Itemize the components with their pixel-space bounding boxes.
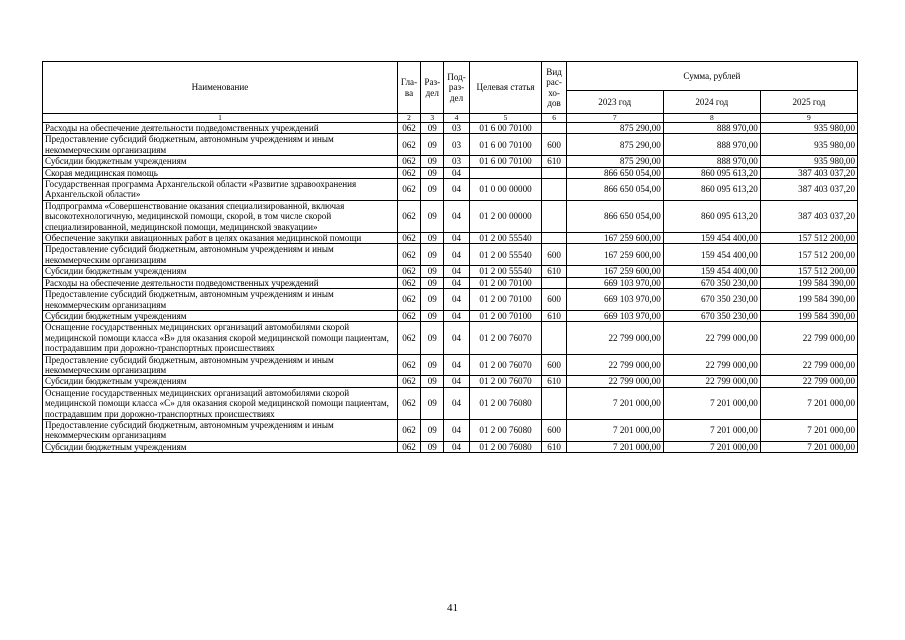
- row-sum-2023: 669 103 970,00: [566, 310, 663, 321]
- row-sum-2023: 167 259 600,00: [566, 266, 663, 277]
- header-expense-type: Вид рас-хо-дов: [542, 62, 566, 114]
- table-row: [43, 244, 858, 266]
- column-number: 3: [421, 114, 444, 123]
- row-sum-2024: 860 095 613,20: [663, 200, 760, 232]
- row-podrazdel: 04: [444, 233, 469, 244]
- header-glava: Гла-ва: [397, 62, 420, 114]
- row-podrazdel: 04: [444, 244, 469, 266]
- row-razdel: 09: [421, 289, 444, 311]
- row-razdel: 09: [421, 322, 444, 354]
- row-glava: 062: [397, 441, 420, 452]
- row-glava: 062: [397, 167, 420, 178]
- row-sum-2025: 7 201 000,00: [760, 441, 857, 452]
- column-number: 7: [566, 114, 663, 123]
- header-name: Наименование: [43, 62, 398, 114]
- row-expense-type: 610: [542, 441, 566, 452]
- row-glava: 062: [397, 289, 420, 311]
- row-name: Скорая медицинская помощь: [43, 167, 398, 178]
- table-row: [43, 167, 858, 178]
- row-expense-type: [542, 179, 566, 201]
- header-target-article: Целевая статья: [469, 62, 542, 114]
- table-row: [43, 233, 858, 244]
- row-expense-type: 610: [542, 266, 566, 277]
- row-sum-2025: 22 799 000,00: [760, 354, 857, 376]
- row-glava: 062: [397, 123, 420, 134]
- row-target-article: 01 2 00 70100: [469, 310, 542, 321]
- row-glava: 062: [397, 156, 420, 167]
- row-glava: 062: [397, 387, 420, 419]
- row-name: Предоставление субсидий бюджетным, автономным учреждениям и иным некоммерческим организациям: [43, 289, 398, 311]
- row-podrazdel: 03: [444, 123, 469, 134]
- row-sum-2023: 22 799 000,00: [566, 322, 663, 354]
- table-row: [43, 266, 858, 277]
- row-expense-type: [542, 233, 566, 244]
- row-sum-2023: 7 201 000,00: [566, 419, 663, 441]
- row-razdel: 09: [421, 134, 444, 156]
- row-sum-2023: 7 201 000,00: [566, 441, 663, 452]
- row-razdel: 09: [421, 266, 444, 277]
- row-sum-2024: 670 350 230,00: [663, 277, 760, 288]
- row-glava: 062: [397, 376, 420, 387]
- row-expense-type: [542, 167, 566, 178]
- row-podrazdel: 04: [444, 354, 469, 376]
- row-name: Подпрограмма «Совершенствование оказания специализированной, включая высокотехнологичную, медицинской помощи, скорой, в том числе скорой специализированной, медицинской помощи, медицинской эвакуации»: [43, 200, 398, 232]
- row-sum-2023: 167 259 600,00: [566, 244, 663, 266]
- row-sum-2023: 875 290,00: [566, 156, 663, 167]
- row-glava: 062: [397, 233, 420, 244]
- table-row: [43, 179, 858, 201]
- row-target-article: 01 2 00 76070: [469, 322, 542, 354]
- row-sum-2024: 7 201 000,00: [663, 441, 760, 452]
- row-target-article: 01 2 00 00000: [469, 200, 542, 232]
- row-sum-2024: 670 350 230,00: [663, 289, 760, 311]
- table-row: [43, 441, 858, 452]
- table-row: [43, 354, 858, 376]
- row-name: Предоставление субсидий бюджетным, автономным учреждениям и иным некоммерческим организациям: [43, 134, 398, 156]
- column-number-row: [43, 114, 858, 123]
- row-sum-2025: 7 201 000,00: [760, 387, 857, 419]
- row-expense-type: 610: [542, 310, 566, 321]
- row-target-article: 01 2 00 55540: [469, 233, 542, 244]
- row-sum-2023: 669 103 970,00: [566, 289, 663, 311]
- row-glava: 062: [397, 179, 420, 201]
- row-razdel: 09: [421, 387, 444, 419]
- row-sum-2025: 7 201 000,00: [760, 419, 857, 441]
- column-number: 5: [469, 114, 542, 123]
- table-row: [43, 134, 858, 156]
- row-glava: 062: [397, 310, 420, 321]
- row-expense-type: [542, 277, 566, 288]
- row-target-article: 01 2 00 70100: [469, 277, 542, 288]
- row-podrazdel: 04: [444, 419, 469, 441]
- row-sum-2025: 22 799 000,00: [760, 322, 857, 354]
- row-sum-2023: 167 259 600,00: [566, 233, 663, 244]
- row-razdel: 09: [421, 179, 444, 201]
- column-number: 4: [444, 114, 469, 123]
- table-row: [43, 123, 858, 134]
- row-expense-type: 610: [542, 376, 566, 387]
- row-glava: 062: [397, 277, 420, 288]
- row-target-article: 01 6 00 70100: [469, 134, 542, 156]
- budget-table: [42, 61, 858, 453]
- row-sum-2025: 935 980,00: [760, 156, 857, 167]
- row-podrazdel: 04: [444, 441, 469, 452]
- row-target-article: 01 0 00 00000: [469, 179, 542, 201]
- row-sum-2024: 22 799 000,00: [663, 322, 760, 354]
- table-row: [43, 322, 858, 354]
- row-sum-2024: 888 970,00: [663, 156, 760, 167]
- row-sum-2025: 199 584 390,00: [760, 310, 857, 321]
- row-sum-2025: 935 980,00: [760, 134, 857, 156]
- row-sum-2023: 669 103 970,00: [566, 277, 663, 288]
- row-glava: 062: [397, 200, 420, 232]
- row-name: Обеспечение закупки авиационных работ в целях оказания медицинской помощи: [43, 233, 398, 244]
- header-sum: Сумма, рублей: [566, 62, 857, 91]
- row-sum-2025: 22 799 000,00: [760, 376, 857, 387]
- row-sum-2024: 860 095 613,20: [663, 167, 760, 178]
- row-podrazdel: 04: [444, 179, 469, 201]
- row-name: Расходы на обеспечение деятельности подведомственных учреждений: [43, 123, 398, 134]
- row-sum-2025: 199 584 390,00: [760, 289, 857, 311]
- row-razdel: 09: [421, 233, 444, 244]
- row-sum-2024: 159 454 400,00: [663, 233, 760, 244]
- row-sum-2024: 159 454 400,00: [663, 266, 760, 277]
- row-sum-2025: 157 512 200,00: [760, 233, 857, 244]
- row-expense-type: [542, 123, 566, 134]
- row-razdel: 09: [421, 123, 444, 134]
- row-expense-type: [542, 200, 566, 232]
- row-podrazdel: 04: [444, 310, 469, 321]
- table-row: [43, 376, 858, 387]
- table-row: [43, 277, 858, 288]
- row-sum-2025: 387 403 037,20: [760, 200, 857, 232]
- row-expense-type: [542, 387, 566, 419]
- row-sum-2025: 935 980,00: [760, 123, 857, 134]
- table-row: [43, 200, 858, 232]
- row-razdel: 09: [421, 376, 444, 387]
- row-razdel: 09: [421, 310, 444, 321]
- row-name: Субсидии бюджетным учреждениям: [43, 441, 398, 452]
- table-row: [43, 310, 858, 321]
- row-podrazdel: 03: [444, 134, 469, 156]
- row-podrazdel: 04: [444, 200, 469, 232]
- row-sum-2023: 866 650 054,00: [566, 167, 663, 178]
- header-year-2024: 2024 год: [663, 91, 760, 114]
- row-sum-2023: 22 799 000,00: [566, 354, 663, 376]
- row-name: Оснащение государственных медицинских организаций автомобилями скорой медицинской помощи класса «С» для оказания скорой медицинской помощи пациентам, пострадавшим при дорожно-транспортных происшествиях: [43, 387, 398, 419]
- row-razdel: 09: [421, 200, 444, 232]
- row-target-article: 01 2 00 55540: [469, 244, 542, 266]
- row-name: Субсидии бюджетным учреждениям: [43, 376, 398, 387]
- row-glava: 062: [397, 266, 420, 277]
- row-sum-2023: 866 650 054,00: [566, 200, 663, 232]
- row-razdel: 09: [421, 419, 444, 441]
- row-sum-2025: 157 512 200,00: [760, 266, 857, 277]
- row-sum-2024: 22 799 000,00: [663, 376, 760, 387]
- row-podrazdel: 04: [444, 322, 469, 354]
- row-name: Расходы на обеспечение деятельности подведомственных учреждений: [43, 277, 398, 288]
- row-name: Государственная программа Архангельской области «Развитие здравоохранения Архангельской области»: [43, 179, 398, 201]
- row-sum-2024: 888 970,00: [663, 123, 760, 134]
- row-target-article: [469, 167, 542, 178]
- row-glava: 062: [397, 419, 420, 441]
- row-podrazdel: 04: [444, 277, 469, 288]
- row-name: Предоставление субсидий бюджетным, автономным учреждениям и иным некоммерческим организациям: [43, 354, 398, 376]
- row-sum-2023: 7 201 000,00: [566, 387, 663, 419]
- row-razdel: 09: [421, 441, 444, 452]
- row-name: Субсидии бюджетным учреждениям: [43, 156, 398, 167]
- row-podrazdel: 04: [444, 289, 469, 311]
- row-target-article: 01 2 00 55540: [469, 266, 542, 277]
- row-target-article: 01 2 00 76080: [469, 419, 542, 441]
- table-row: [43, 387, 858, 419]
- row-expense-type: 600: [542, 419, 566, 441]
- row-glava: 062: [397, 322, 420, 354]
- row-expense-type: [542, 322, 566, 354]
- row-name: Субсидии бюджетным учреждениям: [43, 310, 398, 321]
- row-glava: 062: [397, 244, 420, 266]
- column-number: 6: [542, 114, 566, 123]
- column-number: 8: [663, 114, 760, 123]
- row-sum-2023: 866 650 054,00: [566, 179, 663, 201]
- row-razdel: 09: [421, 156, 444, 167]
- row-name: Оснащение государственных медицинских организаций автомобилями скорой медицинской помощи класса «В» для оказания скорой медицинской помощи пациентам, пострадавшим при дорожно-транспортных происшествиях: [43, 322, 398, 354]
- row-sum-2024: 7 201 000,00: [663, 419, 760, 441]
- header-podrazdel: Под-раз-дел: [444, 62, 469, 114]
- row-sum-2024: 7 201 000,00: [663, 387, 760, 419]
- header-year-2025: 2025 год: [760, 91, 857, 114]
- table-row: [43, 289, 858, 311]
- row-sum-2023: 875 290,00: [566, 123, 663, 134]
- row-name: Предоставление субсидий бюджетным, автономным учреждениям и иным некоммерческим организациям: [43, 419, 398, 441]
- row-name: Субсидии бюджетным учреждениям: [43, 266, 398, 277]
- row-glava: 062: [397, 134, 420, 156]
- row-target-article: 01 2 00 76070: [469, 354, 542, 376]
- row-expense-type: 600: [542, 289, 566, 311]
- header-razdel: Раз-дел: [421, 62, 444, 114]
- row-target-article: 01 6 00 70100: [469, 123, 542, 134]
- row-sum-2024: 670 350 230,00: [663, 310, 760, 321]
- row-sum-2024: 888 970,00: [663, 134, 760, 156]
- row-target-article: 01 6 00 70100: [469, 156, 542, 167]
- row-sum-2023: 22 799 000,00: [566, 376, 663, 387]
- row-podrazdel: 04: [444, 376, 469, 387]
- row-expense-type: 610: [542, 156, 566, 167]
- row-sum-2025: 157 512 200,00: [760, 244, 857, 266]
- row-sum-2025: 199 584 390,00: [760, 277, 857, 288]
- row-podrazdel: 04: [444, 167, 469, 178]
- table-body: [43, 123, 858, 453]
- table-row: [43, 419, 858, 441]
- row-target-article: 01 2 00 76080: [469, 387, 542, 419]
- header-year-2023: 2023 год: [566, 91, 663, 114]
- row-sum-2024: 159 454 400,00: [663, 244, 760, 266]
- row-podrazdel: 03: [444, 156, 469, 167]
- column-number: 9: [760, 114, 857, 123]
- row-sum-2025: 387 403 037,20: [760, 167, 857, 178]
- row-sum-2023: 875 290,00: [566, 134, 663, 156]
- row-target-article: 01 2 00 70100: [469, 289, 542, 311]
- row-sum-2024: 22 799 000,00: [663, 354, 760, 376]
- table-row: [43, 156, 858, 167]
- row-podrazdel: 04: [444, 266, 469, 277]
- row-razdel: 09: [421, 354, 444, 376]
- row-razdel: 09: [421, 277, 444, 288]
- row-podrazdel: 04: [444, 387, 469, 419]
- column-number: 2: [397, 114, 420, 123]
- row-glava: 062: [397, 354, 420, 376]
- row-sum-2024: 860 095 613,20: [663, 179, 760, 201]
- row-sum-2025: 387 403 037,20: [760, 179, 857, 201]
- row-target-article: 01 2 00 76080: [469, 441, 542, 452]
- row-razdel: 09: [421, 244, 444, 266]
- row-expense-type: 600: [542, 134, 566, 156]
- row-razdel: 09: [421, 167, 444, 178]
- row-expense-type: 600: [542, 354, 566, 376]
- row-expense-type: 600: [542, 244, 566, 266]
- row-target-article: 01 2 00 76070: [469, 376, 542, 387]
- row-name: Предоставление субсидий бюджетным, автономным учреждениям и иным некоммерческим организациям: [43, 244, 398, 266]
- page-number: 41: [447, 602, 458, 614]
- column-number: 1: [43, 114, 398, 123]
